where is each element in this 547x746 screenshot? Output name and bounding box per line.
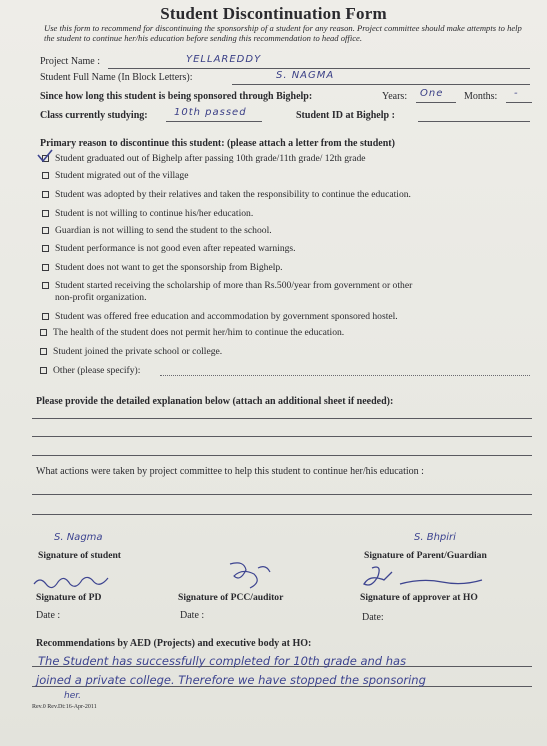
student-name-line xyxy=(232,84,530,85)
reason-checkbox[interactable] xyxy=(42,172,49,179)
reason-label-continued: non-profit organization. xyxy=(55,292,147,303)
recommendation-text-line: The Student has successfully completed for 10th grade and has xyxy=(38,654,407,668)
student-name-label: Student Full Name (In Block Letters): xyxy=(40,72,193,83)
pd-signature-label: Signature of PD xyxy=(36,592,102,603)
form-intro: Use this form to recommend for discontinuing the sponsorship of a student for any reason. Project committee should make attempts to help the student to continue her/his education before sending this recommendation to head office. xyxy=(44,23,522,43)
years-value[interactable]: One xyxy=(420,88,444,99)
pd-date-label: Date : xyxy=(36,610,61,621)
reason-label: Student joined the private school or college. xyxy=(53,346,223,357)
explanation-line[interactable] xyxy=(32,418,532,419)
reason-label: Guardian is not willing to send the student to the school. xyxy=(55,225,272,236)
pcc-signature-scribble xyxy=(220,558,280,592)
reason-label: The health of the student does not permit her/him to continue the education. xyxy=(53,327,345,338)
approver-signature-label: Signature of approver at HO xyxy=(360,592,478,603)
student-signature-label: Signature of student xyxy=(38,550,121,561)
class-value[interactable]: 10th passed xyxy=(174,107,247,118)
pcc-date-label: Date : xyxy=(180,610,205,621)
recommendation-text-line: joined a private college. Therefore we have stopped the sponsoring xyxy=(36,673,426,687)
months-line xyxy=(506,102,532,103)
explanation-line[interactable] xyxy=(32,455,532,456)
footer-revision: Rev.0 Rev.Dt:16-Apr-2011 xyxy=(32,704,97,710)
actions-line[interactable] xyxy=(32,514,532,515)
reason-label: Student started receiving the scholarship of more than Rs.500/year from government or other xyxy=(55,280,413,291)
recommendation-text-line: her. xyxy=(64,691,81,701)
reason-checkbox[interactable] xyxy=(40,348,47,355)
pcc-signature-label: Signature of PCC/auditor xyxy=(178,592,284,603)
actions-line[interactable] xyxy=(32,494,532,495)
check-mark-icon xyxy=(36,149,54,163)
class-label: Class currently studying: xyxy=(40,110,148,121)
actions-label: What actions were taken by project committee to help this student to continue her/his education : xyxy=(36,466,424,477)
reason-checkbox[interactable] xyxy=(42,313,49,320)
since-label: Since how long this student is being sponsored through Bighelp: xyxy=(40,91,313,102)
reason-label: Student does not want to get the sponsorship from Bighelp. xyxy=(55,262,283,273)
reason-checkbox[interactable] xyxy=(42,227,49,234)
parent-signature: S. Bhpiri xyxy=(414,532,456,543)
other-reason-line[interactable] xyxy=(160,375,530,376)
student-id-label: Student ID at Bighelp : xyxy=(296,110,395,121)
reason-label: Student performance is not good even after repeated warnings. xyxy=(55,243,296,254)
student-id-line xyxy=(418,121,530,122)
reason-checkbox[interactable] xyxy=(42,210,49,217)
project-name-label: Project Name : xyxy=(40,56,100,67)
project-name-line xyxy=(108,68,530,69)
reason-label: Student is not willing to continue his/her education. xyxy=(55,208,254,219)
reason-checkbox[interactable] xyxy=(40,367,47,374)
reason-checkbox[interactable] xyxy=(42,245,49,252)
years-line xyxy=(416,102,456,103)
reason-label: Student graduated out of Bighelp after passing 10th grade/11th grade/ 12th grade xyxy=(55,153,366,164)
project-name-value[interactable]: YELLAREDDY xyxy=(186,54,262,65)
explanation-line[interactable] xyxy=(32,436,532,437)
reason-checkbox[interactable] xyxy=(42,191,49,198)
student-signature: S. Nagma xyxy=(54,532,103,543)
reason-label: Student was adopted by their relatives and taken the responsibility to continue the education. xyxy=(55,189,411,200)
parent-signature-label: Signature of Parent/Guardian xyxy=(364,550,487,561)
reason-label: Other (please specify): xyxy=(53,365,141,376)
reasons-heading: Primary reason to discontinue this student: (please attach a letter from the student) xyxy=(40,138,395,149)
years-label: Years: xyxy=(382,91,408,102)
reason-checkbox[interactable] xyxy=(42,282,49,289)
student-name-value[interactable]: S. NAGMA xyxy=(276,70,335,81)
reason-label: Student was offered free education and accommodation by government sponsored hostel. xyxy=(55,311,398,322)
approver-signature-scribble xyxy=(352,562,492,596)
form-title: Student Discontinuation Form xyxy=(160,4,387,23)
explanation-label: Please provide the detailed explanation below (attach an additional sheet if needed): xyxy=(36,396,394,407)
reason-label: Student migrated out of the village xyxy=(55,170,189,181)
recommendation-label: Recommendations by AED (Projects) and executive body at HO: xyxy=(36,638,312,649)
class-line xyxy=(166,121,262,122)
months-label: Months: xyxy=(464,91,498,102)
approver-date-label: Date: xyxy=(362,612,384,623)
reason-checkbox[interactable] xyxy=(42,264,49,271)
reason-checkbox[interactable] xyxy=(40,329,47,336)
months-value[interactable]: - xyxy=(514,88,519,99)
